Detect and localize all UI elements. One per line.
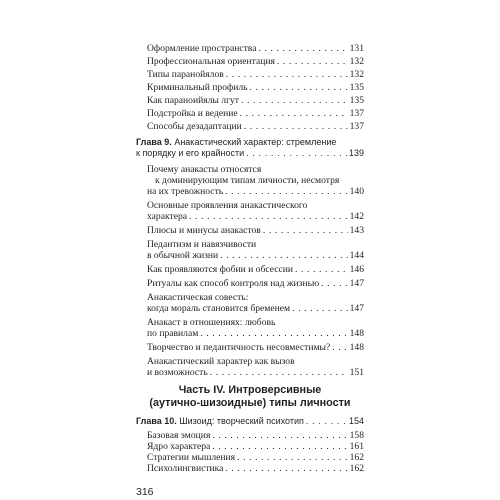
toc-entry-title: Как параноийялы лгут	[147, 95, 239, 106]
toc-entry	[147, 430, 364, 441]
leader-dots	[225, 463, 347, 474]
toc-entry-title: на их тревожность	[147, 186, 224, 197]
toc-entry-title: Ритуалы как способ контроля над жизнью	[147, 278, 320, 289]
toc-entry-page: 148	[349, 342, 364, 353]
leader-dots	[246, 148, 347, 159]
toc-entry	[147, 43, 364, 54]
chapter-label: Глава 9.	[136, 137, 172, 147]
leader-dots	[332, 342, 347, 353]
toc-entry-page: 148	[349, 328, 364, 339]
leader-dots	[189, 211, 348, 222]
toc-entry-page: 146	[349, 264, 364, 275]
toc-entry-page: 135	[349, 82, 364, 93]
toc-entry	[147, 95, 364, 106]
toc-entry-title: Анакастический характер как вызов	[147, 356, 295, 367]
toc-entry-page: 154	[348, 416, 364, 426]
toc-entry-page: 147	[349, 278, 364, 289]
toc-entry-page: 132	[349, 69, 364, 80]
leader-dots	[263, 225, 348, 236]
toc-entry-page: 158	[349, 430, 364, 441]
toc-entry-title: Педантизм и навязчивости	[147, 239, 257, 250]
toc-entry-title: характера	[147, 211, 188, 222]
toc-entry-title: Подстройка и ведение	[147, 108, 238, 119]
chapter-title: Анакастический характер: стремление	[174, 137, 337, 147]
toc-entry-line	[147, 356, 364, 367]
toc-entry	[147, 211, 364, 222]
toc-entry	[147, 186, 364, 197]
leader-dots	[258, 43, 347, 54]
leader-dots	[212, 430, 347, 441]
leader-dots	[220, 250, 347, 261]
toc-entry	[147, 82, 364, 93]
toc-entry-title: когда мораль становится бременем	[147, 303, 291, 314]
toc-entry-title: Оформление пространства	[147, 43, 257, 54]
toc-entry	[147, 108, 364, 119]
toc-entry-title: к доминирующим типам личности, несмотря	[155, 175, 340, 186]
toc-entry	[147, 303, 364, 314]
toc-entry-title: по правилам	[147, 328, 199, 339]
toc-entry-page: 162	[349, 463, 364, 474]
toc-entry-title: Почему анакасты относятся	[147, 164, 262, 175]
toc-entry-title: в обычной жизни	[147, 250, 219, 261]
toc-entry	[147, 278, 364, 289]
part-heading-line: (аутично-шизоидные) типы личности	[149, 397, 351, 409]
toc-entry	[147, 441, 364, 452]
toc-entry	[147, 56, 364, 67]
toc-entry-page: 143	[349, 225, 364, 236]
toc-entry-line	[147, 175, 364, 186]
toc-entry-page: 144	[349, 250, 364, 261]
toc-entry-page: 161	[349, 441, 364, 452]
toc-entry-page: 135	[349, 95, 364, 106]
toc-entry-page: 147	[349, 303, 364, 314]
leader-dots	[200, 328, 347, 339]
toc-entry-page: 162	[349, 452, 364, 463]
toc-entry	[147, 250, 364, 261]
toc-entry-title: Способы дезадаптации	[147, 121, 242, 132]
chapter-label: Глава 10.	[136, 416, 177, 426]
leader-dots	[241, 95, 348, 106]
leader-dots	[225, 186, 347, 197]
toc-entry-page: 132	[349, 56, 364, 67]
toc-entry	[147, 121, 364, 132]
leader-dots	[295, 264, 348, 275]
leader-dots	[277, 56, 348, 67]
toc-entry	[147, 452, 364, 463]
toc-entry-page: 137	[349, 108, 364, 119]
chapter-title: Шизоид: творческий психотип	[179, 416, 304, 426]
leader-dots	[212, 441, 347, 452]
leader-dots	[237, 452, 348, 463]
toc-entry-title: Творчество и педантичность несовместимы?	[147, 342, 331, 353]
toc-entry-page: 140	[349, 186, 364, 197]
leader-dots	[240, 108, 348, 119]
toc-entry-title: Ядро характера	[147, 441, 211, 452]
chapter-heading	[136, 416, 364, 427]
chapter-heading	[136, 137, 364, 148]
toc-entry-title: Профессиональная ориентация	[147, 56, 275, 67]
toc-entry-title: Типы паранойялов	[147, 69, 224, 80]
part-heading	[136, 384, 364, 410]
page-number: 316	[136, 486, 154, 498]
toc-entry-title: Базовая эмоция	[147, 430, 211, 441]
leader-dots	[210, 367, 348, 378]
toc-entry-line	[147, 239, 364, 250]
toc-entry-title: и возможность	[147, 367, 208, 378]
toc-entry	[147, 342, 364, 353]
leader-dots	[321, 278, 347, 289]
toc-entry-title: Стратегии мышления	[147, 452, 236, 463]
chapter-heading-line	[136, 148, 364, 159]
toc-entry-line	[147, 164, 364, 175]
leader-dots	[250, 82, 348, 93]
toc-entry-title: Анакаст в отношениях: любовь	[147, 317, 276, 328]
toc-entry-page: 142	[349, 211, 364, 222]
chapter-title: к порядку и его крайности	[136, 148, 245, 158]
toc-entry-page: 151	[349, 367, 364, 378]
toc-entry	[147, 328, 364, 339]
toc-entry	[147, 225, 364, 236]
toc-entry-title: Основные проявления анакастического	[147, 200, 308, 211]
leader-dots	[306, 416, 347, 427]
toc-entry-line	[147, 317, 364, 328]
toc-entry-page: 139	[348, 148, 364, 158]
toc-entry-line	[147, 200, 364, 211]
toc-entry	[147, 367, 364, 378]
toc-entry-line	[147, 292, 364, 303]
part-heading-line: Часть IV. Интроверсивные	[178, 384, 322, 396]
toc-entry	[147, 264, 364, 275]
toc-entry-title: Криминальный профиль	[147, 82, 248, 93]
toc-entry-page: 131	[349, 43, 364, 54]
toc-entry-page: 137	[349, 121, 364, 132]
leader-dots	[226, 69, 348, 80]
toc-entry-title: Психолингвистика	[147, 463, 224, 474]
leader-dots	[244, 121, 348, 132]
toc-entry	[147, 463, 364, 474]
leader-dots	[292, 303, 348, 314]
toc-entry	[147, 69, 364, 80]
toc-entry-title: Как проявляются фобии и обсессии	[147, 264, 294, 275]
toc-entry-title: Плюсы и минусы анакастов	[147, 225, 261, 236]
toc-entry-title: Анакастическая совесть:	[147, 292, 249, 303]
